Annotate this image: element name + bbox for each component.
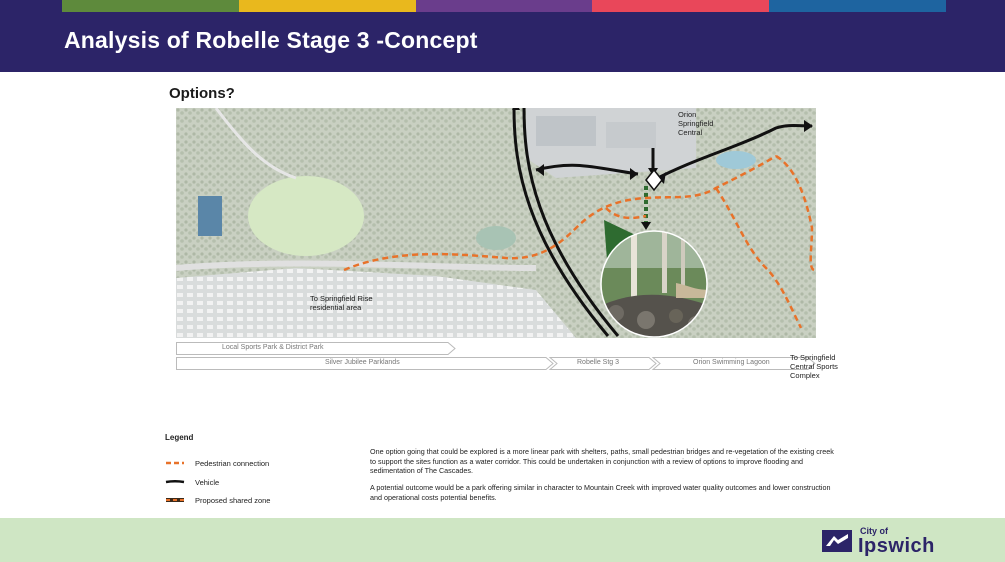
vehicle-swatch-icon xyxy=(165,478,185,486)
stripe-blue xyxy=(769,0,946,12)
label-orion-line1: Orion xyxy=(678,110,697,119)
aerial-map xyxy=(176,108,816,338)
bar-robelle-stg3: Robelle Stg 3 xyxy=(577,359,620,366)
description-paragraph-1: One option going that could be explored is a more linear park with shelters, paths, small pedestrian bridges and re-vegetation of the existing creek to support the sites function as a water corridor. This could be undertaken in conjunction with a review of options to improve flooding and sedimentation of The Cascades. xyxy=(370,447,834,476)
legend-label-vehicle: Vehicle xyxy=(195,477,220,487)
bar-silver-jubilee: Silver Jubilee Parklands xyxy=(325,359,400,366)
legend-item-vehicle xyxy=(165,476,219,488)
legend-label-pedestrian: Pedestrian connection xyxy=(195,458,270,468)
legend-title: Legend xyxy=(165,433,194,442)
label-springfield-rise-line1: To Springfield Rise xyxy=(310,294,373,303)
aerial-map-graphic xyxy=(176,108,816,338)
slide-title: Analysis of Robelle Stage 3 -Concept xyxy=(64,27,478,53)
bar-orion-lagoon: Orion Swimming Lagoon xyxy=(693,359,770,366)
stripe-yellow xyxy=(239,0,416,12)
label-springfield-rise-line2: residential area xyxy=(310,303,362,312)
label-springfield-central-line2: Central Sports xyxy=(790,362,838,371)
logo-ipswich: Ipswich xyxy=(858,534,935,557)
ipswich-logo-icon xyxy=(822,530,852,552)
section-title: Options? xyxy=(169,85,235,102)
logo-city-of: City of xyxy=(860,525,888,536)
label-springfield-central-line3: Complex xyxy=(790,371,820,380)
legend-item-pedestrian xyxy=(165,457,269,469)
header-bar xyxy=(0,0,1005,72)
legend-label-shared-zone: Proposed shared zone xyxy=(195,495,271,505)
stripe-purple xyxy=(416,0,593,12)
legend-item-shared-zone xyxy=(165,494,270,506)
label-orion-line2: Springfield xyxy=(678,119,714,128)
city-of-ipswich-logo xyxy=(822,527,935,555)
description-paragraph-2: A potential outcome would be a park offering similar in character to Mountain Creek with improved water quality outcomes and lower construction and operational costs potential benefits. xyxy=(370,483,831,502)
bar-local-sports-park: Local Sports Park & District Park xyxy=(222,344,324,351)
label-orion-line3: Central xyxy=(678,128,703,137)
stripe-red xyxy=(592,0,769,12)
color-stripes xyxy=(62,0,946,12)
stripe-green xyxy=(62,0,239,12)
label-orion xyxy=(678,110,713,137)
pedestrian-swatch-icon xyxy=(165,459,185,467)
label-springfield-central xyxy=(790,353,838,380)
label-springfield-rise xyxy=(310,294,373,312)
shared-zone-swatch-icon xyxy=(165,496,185,504)
label-springfield-central-line1: To Springfield xyxy=(790,353,836,362)
